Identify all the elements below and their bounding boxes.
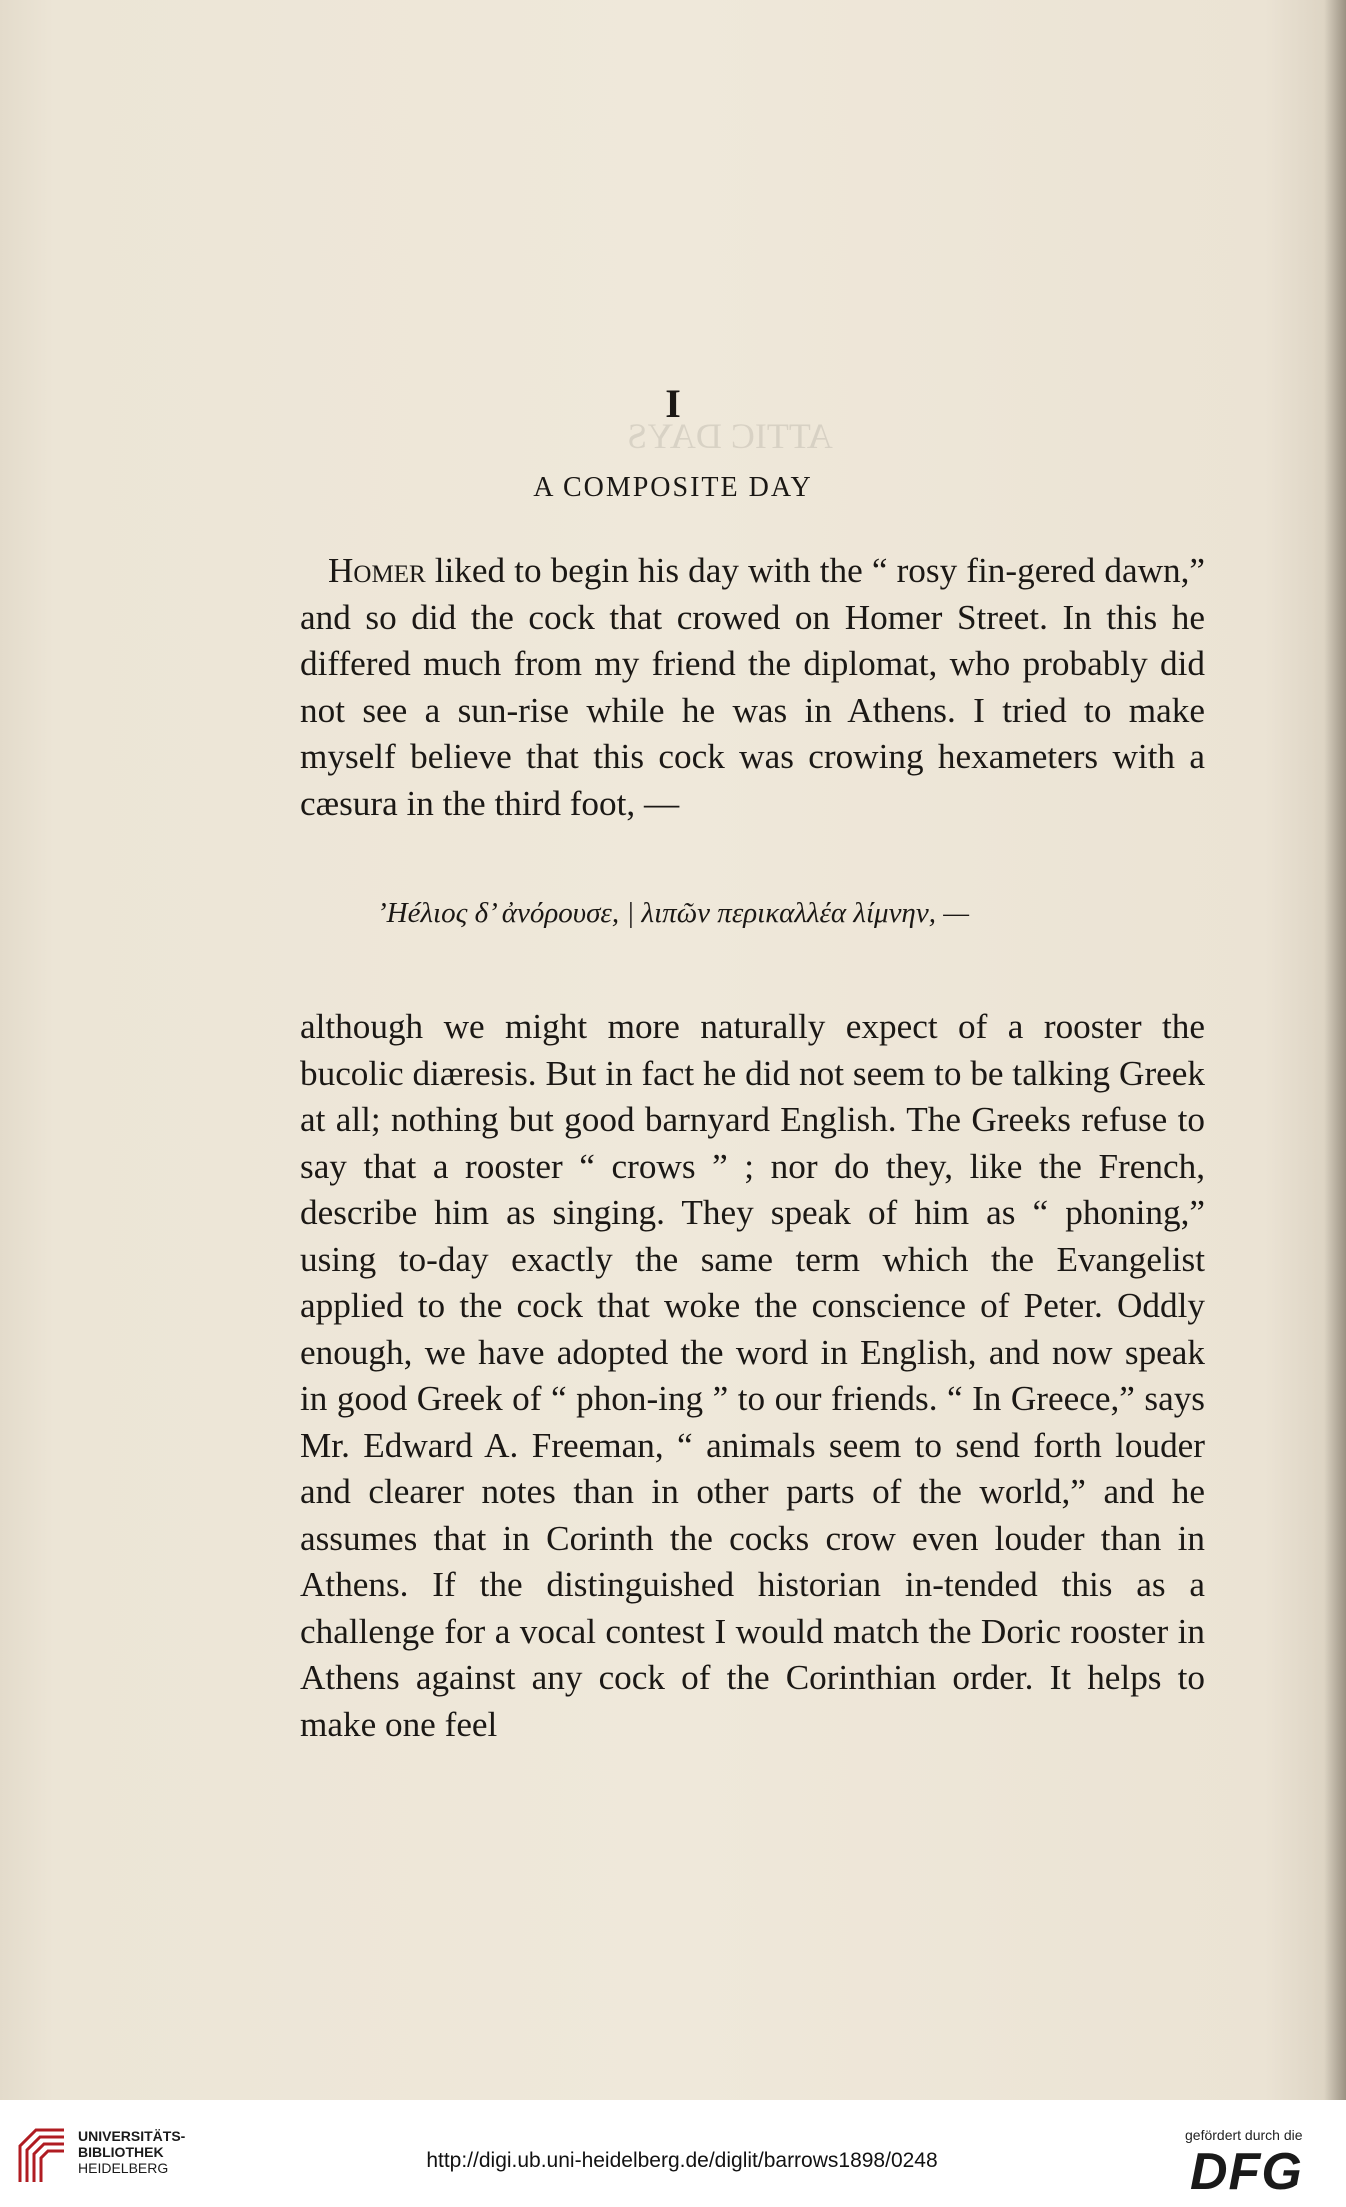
- dfg-logo: DFG: [1190, 2143, 1303, 2201]
- paragraph-2-text: although we might more naturally expect of a rooster the bucolic diæresis. But in fact he did not seem to be talking Greek at all; nothing but good barnyard English. The Greeks refuse to say that a rooster “ crows ” ; nor do they, like the French, describe him as singing. They speak of him as “ phoning,” using to-day exactly the same term which the Evangelist applied to the cock that woke the conscience of Peter. Oddly enough, we have adopted the word in English, and now speak in good Greek of “ phon-ing ” to our friends. “ In Greece,” says Mr. Edward A. Freeman, “ animals seem to send forth louder and clearer notes than in other parts of the world,” and he assumes that in Corinth the cocks crow even louder than in Athens. If the distinguished historian in-tended this as a challenge for a vocal contest I would match the Doric rooster in Athens against any cock of the Corinthian order. It helps to make one feel: [300, 1007, 1205, 1744]
- paragraph-2: [300, 1004, 1205, 1748]
- library-line-2: BIBLIOTHEK: [78, 2144, 164, 2160]
- library-line-3: HEIDELBERG: [78, 2160, 169, 2176]
- greek-verse: ’Héλιος δ’ ἀνόρουσε, | λιπῶν περικαλλέα λίμνην, —: [377, 897, 969, 929]
- paragraph-1-text: liked to begin his day with the “ rosy fin-gered dawn,” and so did the cock that crowed on Homer Street. In this he differed much from my friend the diplomat, who probably did not see a sun-rise while he was in Athens. I tried to make myself believe that this cock was crowing hexameters with a cæsura in the third foot, —: [300, 551, 1205, 823]
- chapter-number: I: [665, 381, 681, 426]
- chapter-title: A COMPOSITE DAY: [533, 472, 813, 503]
- library-line-1: UNIVERSITÄTS-: [78, 2128, 186, 2144]
- paragraph-1: [300, 548, 1205, 827]
- bleed-through-heading: ATTIC DAYS: [627, 416, 833, 456]
- permalink-url[interactable]: http://digi.ub.uni-heidelberg.de/diglit/barrows1898/0248: [426, 2149, 938, 2172]
- university-library-logo-icon: [14, 2124, 70, 2184]
- paragraph-1-lead: Homer: [328, 551, 426, 590]
- funding-caption: gefördert durch die: [1185, 2127, 1303, 2143]
- page-edge-shadow: [1324, 0, 1346, 2100]
- university-library-name: [78, 2128, 185, 2176]
